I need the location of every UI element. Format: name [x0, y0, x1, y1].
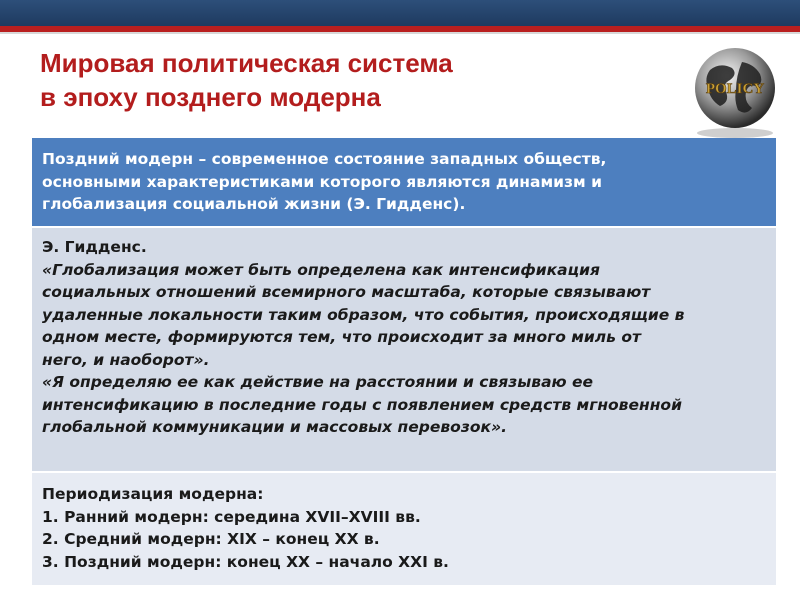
quote-author: Э. Гидденс.: [42, 238, 147, 256]
quote-line: него, и наоборот».: [42, 350, 210, 369]
globe-icon: [680, 40, 790, 140]
quote-line: глобальной коммуникации и массовых перевозок».: [42, 418, 507, 436]
page-title: [40, 46, 660, 114]
list-item: 3. Поздний модерн: конец XX – начало XXI в.: [42, 552, 449, 571]
top-banner: [0, 0, 800, 26]
list-item: 2. Средний модерн: XIX – конец XX в.: [42, 530, 380, 548]
definition-line: Поздний модерн – современное состояние западных обществ,: [42, 150, 607, 168]
periodization-heading: Периодизация модерна:: [42, 485, 264, 503]
quote-line: одном месте, формируются тем, что происходит за много миль от: [42, 328, 641, 346]
policy-logo-text: POLICY: [705, 81, 765, 97]
quote-box: [32, 228, 776, 471]
quote-line: интенсификацию в последние годы с появлением средств мгновенной: [42, 395, 682, 414]
quote-line: «Глобализация может быть определена как интенсификация: [42, 260, 600, 279]
title-line-1: Мировая политическая система: [40, 48, 453, 78]
definition-box: [32, 138, 776, 226]
quote-line: «Я определяю ее как действие на расстоянии и связываю ее: [42, 373, 594, 391]
title-line-2: в эпоху позднего модерна: [40, 82, 381, 112]
quote-line: социальных отношений всемирного масштаба, которые связывают: [42, 283, 651, 301]
grey-stripe: [0, 32, 800, 34]
list-item: 1. Ранний модерн: середина XVII–XVIII вв.: [42, 507, 421, 526]
definition-line: основными характеристиками которого являются динамизм и: [42, 172, 602, 191]
periodization-box: [32, 473, 776, 585]
quote-line: удаленные локальности таким образом, что события, происходящие в: [42, 305, 685, 324]
definition-line: глобализация социальной жизни (Э. Гидденс).: [42, 195, 466, 213]
